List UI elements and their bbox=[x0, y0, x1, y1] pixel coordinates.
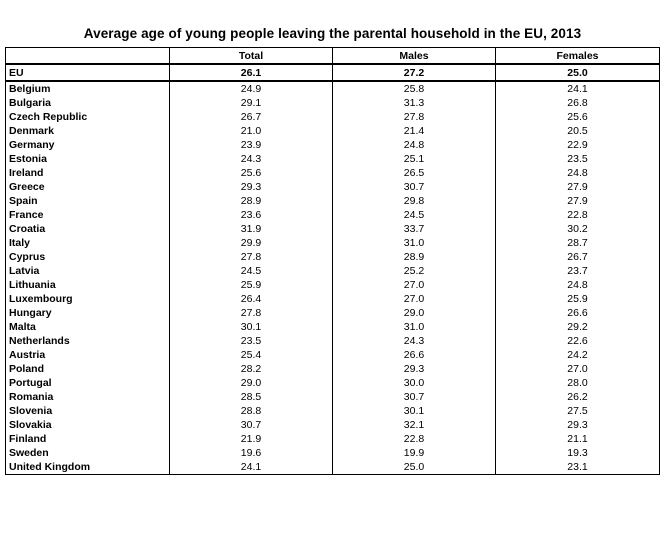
cell-males: 24.5 bbox=[333, 208, 496, 222]
table-row bbox=[6, 194, 660, 208]
cell-males: 29.0 bbox=[333, 306, 496, 320]
cell-females: 22.8 bbox=[496, 208, 660, 222]
header-females: Females bbox=[496, 48, 660, 65]
row-name: Italy bbox=[6, 236, 170, 250]
cell-males: 25.1 bbox=[333, 152, 496, 166]
row-name: Poland bbox=[6, 362, 170, 376]
cell-females: 25.6 bbox=[496, 110, 660, 124]
cell-total: 25.9 bbox=[170, 278, 333, 292]
cell-males: 30.7 bbox=[333, 390, 496, 404]
cell-males: 25.8 bbox=[333, 81, 496, 96]
cell-males: 24.8 bbox=[333, 138, 496, 152]
cell-total: 28.5 bbox=[170, 390, 333, 404]
table-row bbox=[6, 390, 660, 404]
row-name: Greece bbox=[6, 180, 170, 194]
cell-total: 30.1 bbox=[170, 320, 333, 334]
data-table bbox=[5, 47, 660, 475]
cell-females: 27.5 bbox=[496, 404, 660, 418]
table-row bbox=[6, 320, 660, 334]
cell-males: 21.4 bbox=[333, 124, 496, 138]
table-row bbox=[6, 432, 660, 446]
cell-total: 21.0 bbox=[170, 124, 333, 138]
row-name: Belgium bbox=[6, 81, 170, 96]
cell-total: 21.9 bbox=[170, 432, 333, 446]
row-name: Estonia bbox=[6, 152, 170, 166]
table-row bbox=[6, 152, 660, 166]
cell-total: 24.1 bbox=[170, 460, 333, 475]
table-row bbox=[6, 418, 660, 432]
row-name: United Kingdom bbox=[6, 460, 170, 475]
row-name: Lithuania bbox=[6, 278, 170, 292]
header-males: Males bbox=[333, 48, 496, 65]
cell-females: 24.2 bbox=[496, 348, 660, 362]
row-name: Portugal bbox=[6, 376, 170, 390]
table-row bbox=[6, 250, 660, 264]
table-row bbox=[6, 376, 660, 390]
cell-total: 23.6 bbox=[170, 208, 333, 222]
cell-females: 24.8 bbox=[496, 166, 660, 180]
cell-males: 30.7 bbox=[333, 180, 496, 194]
cell-total: 30.7 bbox=[170, 418, 333, 432]
table-row bbox=[6, 334, 660, 348]
cell-males: 28.9 bbox=[333, 250, 496, 264]
cell-total: 28.8 bbox=[170, 404, 333, 418]
table-row bbox=[6, 138, 660, 152]
cell-males: 29.8 bbox=[333, 194, 496, 208]
cell-females: 21.1 bbox=[496, 432, 660, 446]
header-total: Total bbox=[170, 48, 333, 65]
cell-males: 30.0 bbox=[333, 376, 496, 390]
cell-total: 23.5 bbox=[170, 334, 333, 348]
table-row bbox=[6, 166, 660, 180]
cell-males: 31.0 bbox=[333, 236, 496, 250]
table-row bbox=[6, 96, 660, 110]
cell-males: 27.8 bbox=[333, 110, 496, 124]
cell-males: 22.8 bbox=[333, 432, 496, 446]
table-row bbox=[6, 236, 660, 250]
eu-row bbox=[6, 64, 660, 81]
row-name: Denmark bbox=[6, 124, 170, 138]
cell-total: 29.0 bbox=[170, 376, 333, 390]
row-name: Bulgaria bbox=[6, 96, 170, 110]
cell-total: 25.4 bbox=[170, 348, 333, 362]
cell-males: 19.9 bbox=[333, 446, 496, 460]
cell-total: 27.8 bbox=[170, 250, 333, 264]
row-name: Malta bbox=[6, 320, 170, 334]
row-name: Spain bbox=[6, 194, 170, 208]
table-row bbox=[6, 208, 660, 222]
table-row bbox=[6, 404, 660, 418]
cell-males: 26.6 bbox=[333, 348, 496, 362]
cell-females: 24.1 bbox=[496, 81, 660, 96]
row-name: Finland bbox=[6, 432, 170, 446]
cell-total: 28.2 bbox=[170, 362, 333, 376]
cell-total: 25.6 bbox=[170, 166, 333, 180]
table-row bbox=[6, 460, 660, 475]
table-title: Average age of young people leaving the parental household in the EU, 2013 bbox=[83, 26, 582, 41]
table-row bbox=[6, 278, 660, 292]
row-name: Ireland bbox=[6, 166, 170, 180]
cell-females: 25.0 bbox=[496, 64, 660, 81]
row-name: Germany bbox=[6, 138, 170, 152]
cell-females: 26.6 bbox=[496, 306, 660, 320]
row-name: Sweden bbox=[6, 446, 170, 460]
table-row bbox=[6, 292, 660, 306]
cell-total: 28.9 bbox=[170, 194, 333, 208]
cell-total: 26.1 bbox=[170, 64, 333, 81]
table-row bbox=[6, 362, 660, 376]
cell-total: 31.9 bbox=[170, 222, 333, 236]
row-name: Luxembourg bbox=[6, 292, 170, 306]
cell-total: 27.8 bbox=[170, 306, 333, 320]
cell-total: 24.5 bbox=[170, 264, 333, 278]
cell-females: 28.7 bbox=[496, 236, 660, 250]
table-row bbox=[6, 110, 660, 124]
cell-males: 29.3 bbox=[333, 362, 496, 376]
row-name: Austria bbox=[6, 348, 170, 362]
cell-males: 31.3 bbox=[333, 96, 496, 110]
cell-females: 22.9 bbox=[496, 138, 660, 152]
cell-males: 27.0 bbox=[333, 292, 496, 306]
row-name: Slovakia bbox=[6, 418, 170, 432]
cell-females: 28.0 bbox=[496, 376, 660, 390]
cell-females: 24.8 bbox=[496, 278, 660, 292]
table-row bbox=[6, 306, 660, 320]
cell-females: 23.1 bbox=[496, 460, 660, 475]
row-name: Romania bbox=[6, 390, 170, 404]
cell-males: 31.0 bbox=[333, 320, 496, 334]
row-name: Czech Republic bbox=[6, 110, 170, 124]
row-name: Cyprus bbox=[6, 250, 170, 264]
cell-females: 23.7 bbox=[496, 264, 660, 278]
cell-females: 26.7 bbox=[496, 250, 660, 264]
cell-females: 27.9 bbox=[496, 194, 660, 208]
cell-males: 24.3 bbox=[333, 334, 496, 348]
cell-males: 33.7 bbox=[333, 222, 496, 236]
table-row bbox=[6, 348, 660, 362]
table-row bbox=[6, 81, 660, 96]
table-row bbox=[6, 180, 660, 194]
cell-total: 29.1 bbox=[170, 96, 333, 110]
cell-females: 26.8 bbox=[496, 96, 660, 110]
table-row bbox=[6, 446, 660, 460]
cell-total: 23.9 bbox=[170, 138, 333, 152]
cell-males: 32.1 bbox=[333, 418, 496, 432]
cell-females: 22.6 bbox=[496, 334, 660, 348]
cell-total: 26.7 bbox=[170, 110, 333, 124]
header-row bbox=[6, 48, 660, 65]
row-name: Netherlands bbox=[6, 334, 170, 348]
row-name: Croatia bbox=[6, 222, 170, 236]
row-name: Latvia bbox=[6, 264, 170, 278]
cell-total: 29.9 bbox=[170, 236, 333, 250]
row-name: Slovenia bbox=[6, 404, 170, 418]
cell-total: 26.4 bbox=[170, 292, 333, 306]
cell-females: 23.5 bbox=[496, 152, 660, 166]
cell-females: 19.3 bbox=[496, 446, 660, 460]
cell-males: 25.0 bbox=[333, 460, 496, 475]
row-name: France bbox=[6, 208, 170, 222]
cell-females: 27.9 bbox=[496, 180, 660, 194]
row-name: EU bbox=[6, 64, 170, 81]
table-row bbox=[6, 264, 660, 278]
cell-females: 29.3 bbox=[496, 418, 660, 432]
cell-females: 30.2 bbox=[496, 222, 660, 236]
cell-males: 30.1 bbox=[333, 404, 496, 418]
table-row bbox=[6, 124, 660, 138]
cell-total: 29.3 bbox=[170, 180, 333, 194]
header-country bbox=[6, 48, 170, 65]
cell-total: 24.9 bbox=[170, 81, 333, 96]
cell-females: 20.5 bbox=[496, 124, 660, 138]
cell-males: 26.5 bbox=[333, 166, 496, 180]
cell-males: 25.2 bbox=[333, 264, 496, 278]
table-row bbox=[6, 222, 660, 236]
cell-males: 27.2 bbox=[333, 64, 496, 81]
cell-females: 26.2 bbox=[496, 390, 660, 404]
row-name: Hungary bbox=[6, 306, 170, 320]
cell-total: 19.6 bbox=[170, 446, 333, 460]
cell-females: 25.9 bbox=[496, 292, 660, 306]
cell-females: 29.2 bbox=[496, 320, 660, 334]
cell-males: 27.0 bbox=[333, 278, 496, 292]
cell-total: 24.3 bbox=[170, 152, 333, 166]
cell-females: 27.0 bbox=[496, 362, 660, 376]
